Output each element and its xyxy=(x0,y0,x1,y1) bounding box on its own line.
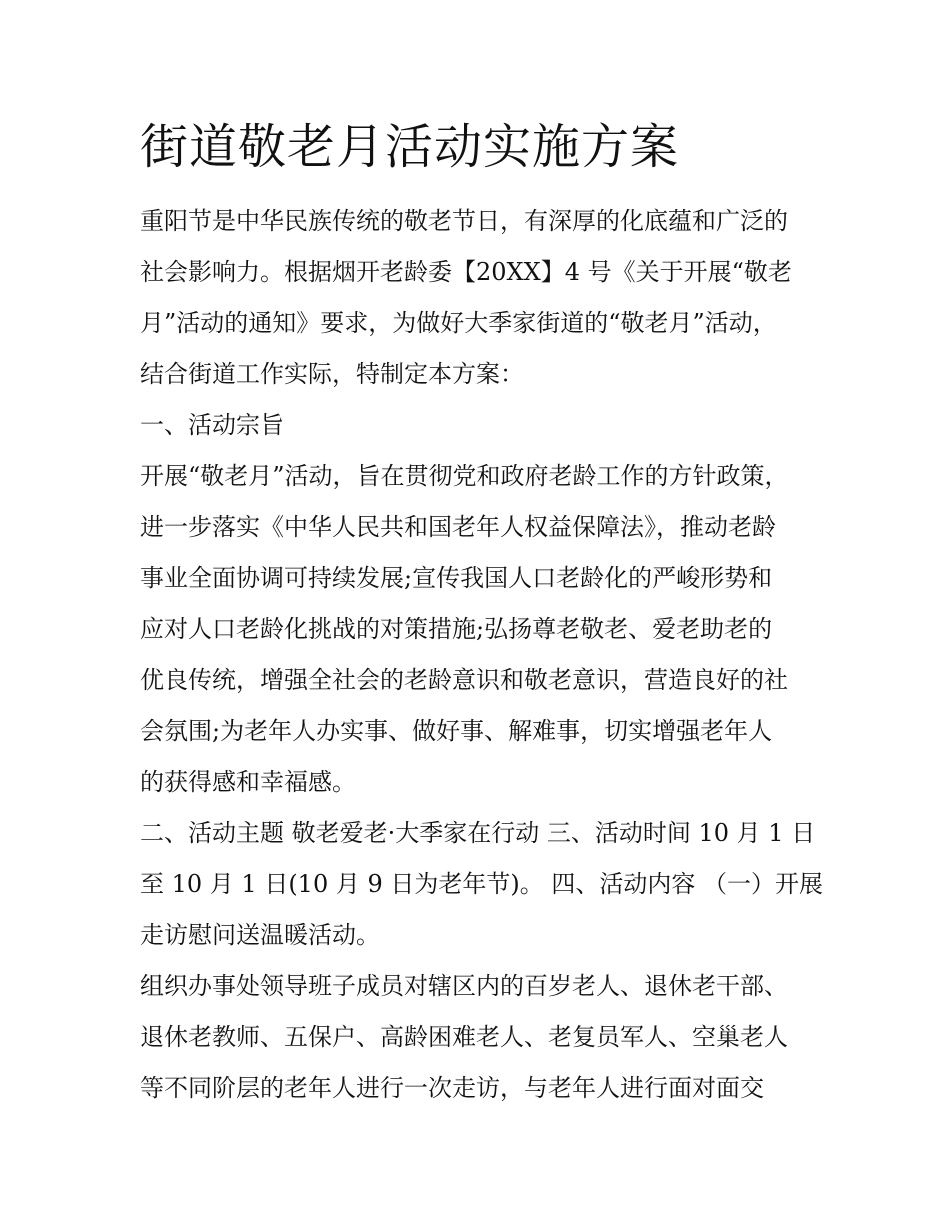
body-line: 退休老教师、五保户、高龄困难老人、老复员军人、空巢老人 xyxy=(140,1023,788,1051)
section-heading: 一、活动宗旨 xyxy=(140,411,284,439)
body-line: 进一步落实《中华人民共和国老年人权益保障法》，推动老龄 xyxy=(140,513,776,541)
body-line: 应对人口老龄化挑战的对策措施;弘扬尊老敬老、爱老助老的 xyxy=(140,615,773,643)
document-body xyxy=(140,196,830,1114)
body-line: 至 10 月 1 日(10 月 9 日为老年节)。 四、活动内容 （一）开展 xyxy=(140,870,824,898)
body-line: 结合街道工作实际，特制定本方案： xyxy=(140,360,524,388)
body-line: 事业全面协调可持续发展;宣传我国人口老龄化的严峻形势和 xyxy=(140,564,773,592)
body-line: 等不同阶层的老年人进行一次走访，与老年人进行面对面交 xyxy=(140,1074,764,1102)
body-line: 重阳节是中华民族传统的敬老节日，有深厚的化底蕴和广泛的 xyxy=(140,207,788,235)
body-line: 走访慰问送温暖活动。 xyxy=(140,921,380,949)
body-line: 二、活动主题 敬老爱老·大季家在行动 三、活动时间 10 月 1 日 xyxy=(140,819,816,847)
body-line: 优良传统，增强全社会的老龄意识和敬老意识，营造良好的社 xyxy=(140,666,788,694)
body-line: 社会影响力。根据烟开老龄委【20XX】4 号《关于开展“敬老 xyxy=(140,258,792,286)
body-line: 的获得感和幸福感。 xyxy=(140,768,356,796)
body-line: 会氛围;为老年人办实事、做好事、解难事，切实增强老年人 xyxy=(140,717,773,745)
document-title: 街道敬老月活动实施方案 xyxy=(140,119,680,175)
body-line: 月”活动的通知》要求，为做好大季家街道的“敬老月”活动， xyxy=(140,309,777,337)
body-line: 组织办事处领导班子成员对辖区内的百岁老人、退休老干部、 xyxy=(140,972,788,1000)
body-line: 开展“敬老月”活动，旨在贯彻党和政府老龄工作的方针政策， xyxy=(140,462,789,490)
